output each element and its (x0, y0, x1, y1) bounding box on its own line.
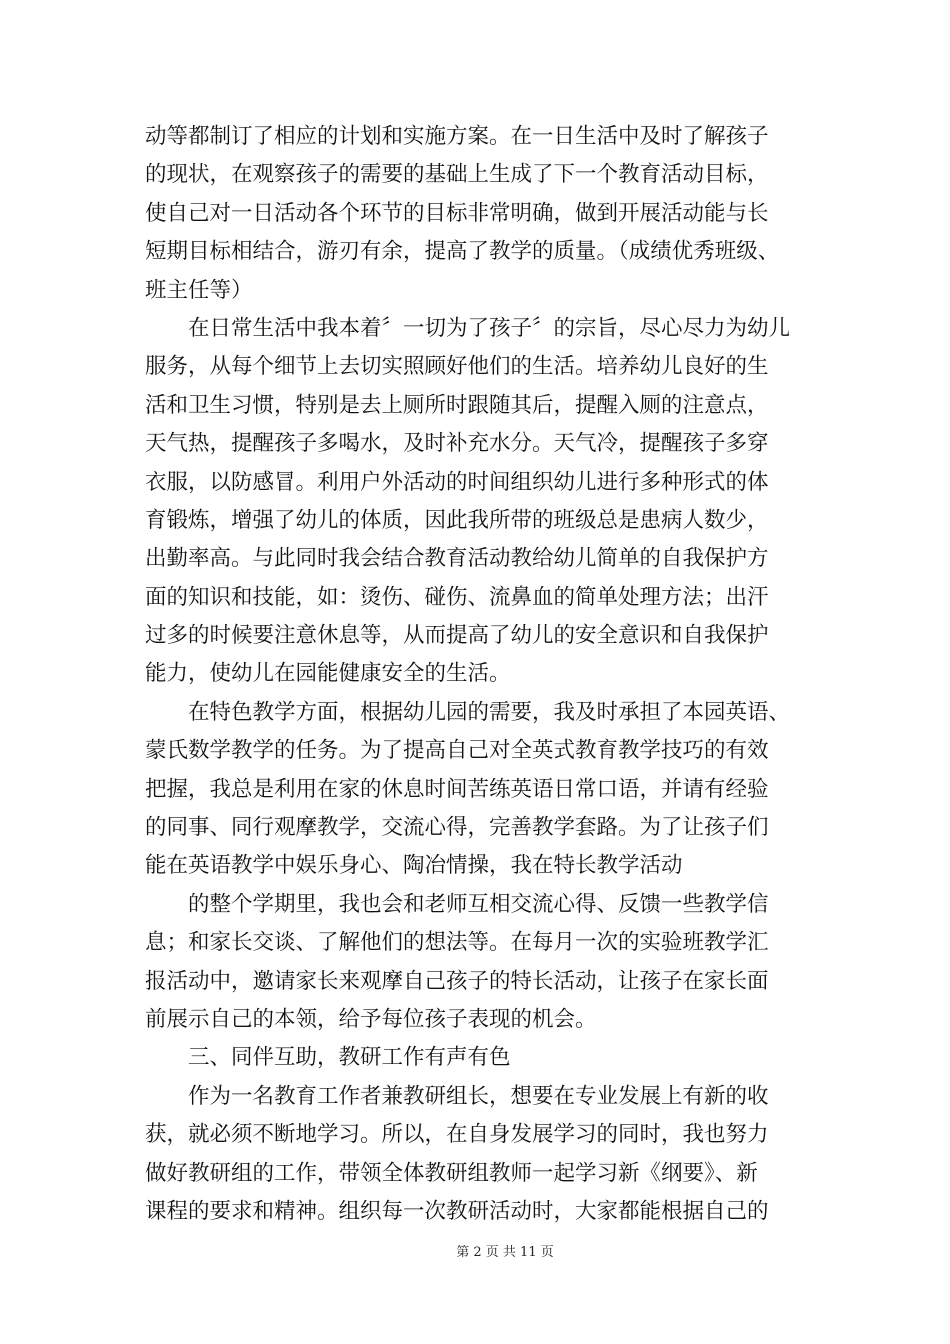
text-line: 报活动中，邀请家长来观摩自己孩子的特长活动，让孩子在家长面 (145, 968, 769, 994)
text-line: 的整个学期里，我也会和老师互相交流心得、反馈一些教学信 (188, 891, 769, 917)
text-line: 天气热，提醒孩子多喝水，及时补充水分。天气冷，提醒孩子多穿 (145, 431, 769, 457)
document-body (145, 118, 830, 1231)
text-line: 息；和家长交谈、了解他们的想法等。在每月一次的实验班教学汇 (145, 930, 769, 956)
text-line: 作为一名教育工作者兼教研组长，想要在专业发展上有新的收 (188, 1083, 769, 1109)
text-line: 育锻炼，增强了幼儿的体质，因此我所带的班级总是患病人数少， (145, 507, 769, 533)
text-line: 能在英语教学中娱乐身心、陶冶情操，我在特长教学活动 (145, 853, 683, 879)
page-number: 第 2 页 共 11 页 (456, 1245, 554, 1260)
text-line: 衣服，以防感冒。利用户外活动的时间组织幼儿进行多种形式的体 (145, 469, 769, 495)
text-line: 蒙氏数学教学的任务。为了提高自己对全英式教育教学技巧的有效 (145, 738, 769, 764)
text-line: 在特色教学方面，根据幼儿园的需要，我及时承担了本园英语、 (188, 699, 791, 725)
text-line: 服务，从每个细节上去切实照顾好他们的生活。培养幼儿良好的生 (145, 354, 769, 380)
text-line: 前展示自己的本领，给予每位孩子表现的机会。 (145, 1006, 597, 1032)
text-line: 做好教研组的工作，带领全体教研组教师一起学习新《纲要》、新 (145, 1160, 758, 1186)
text-line: 的同事、同行观摩教学，交流心得，完善教学套路。为了让孩子们 (145, 815, 769, 841)
text-line: 三、同伴互助，教研工作有声有色 (188, 1045, 511, 1071)
text-line: 的现状，在观察孩子的需要的基础上生成了下一个教育活动目标， (145, 162, 769, 188)
text-line: 能力，使幼儿在园能健康安全的生活。 (145, 661, 511, 687)
text-line: 动等都制订了相应的计划和实施方案。在一日生活中及时了解孩子 (145, 124, 769, 149)
text-line: 过多的时候要注意休息等，从而提高了幼儿的安全意识和自我保护 (145, 623, 769, 649)
text-line: 活和卫生习惯，特别是去上厕所时跟随其后，提醒入厕的注意点， (145, 392, 769, 418)
text-line: 班主任等） (145, 277, 253, 303)
text-line: 获，就必须不断地学习。所以，在自身发展学习的同时，我也努力 (145, 1122, 769, 1148)
text-line: 把握，我总是利用在家的休息时间苦练英语日常口语，并请有经验 (145, 776, 769, 802)
text-line: 课程的要求和精神。组织每一次教研活动时，大家都能根据自己的 (145, 1198, 769, 1224)
text-line: 短期目标相结合，游刃有余，提高了教学的质量。（成绩优秀班级、 (145, 239, 780, 265)
text-line: 面的知识和技能，如：烫伤、碰伤、流鼻血的简单处理方法；出汗 (145, 584, 769, 610)
text-line: 使自己对一日活动各个环节的目标非常明确，做到开展活动能与长 (145, 200, 769, 226)
text-line: 在日常生活中我本着〞一切为了孩子〞的宗旨，尽心尽力为幼儿 (188, 315, 791, 341)
text-line: 出勤率高。与此同时我会结合教育活动教给幼儿简单的自我保护方 (145, 546, 769, 572)
